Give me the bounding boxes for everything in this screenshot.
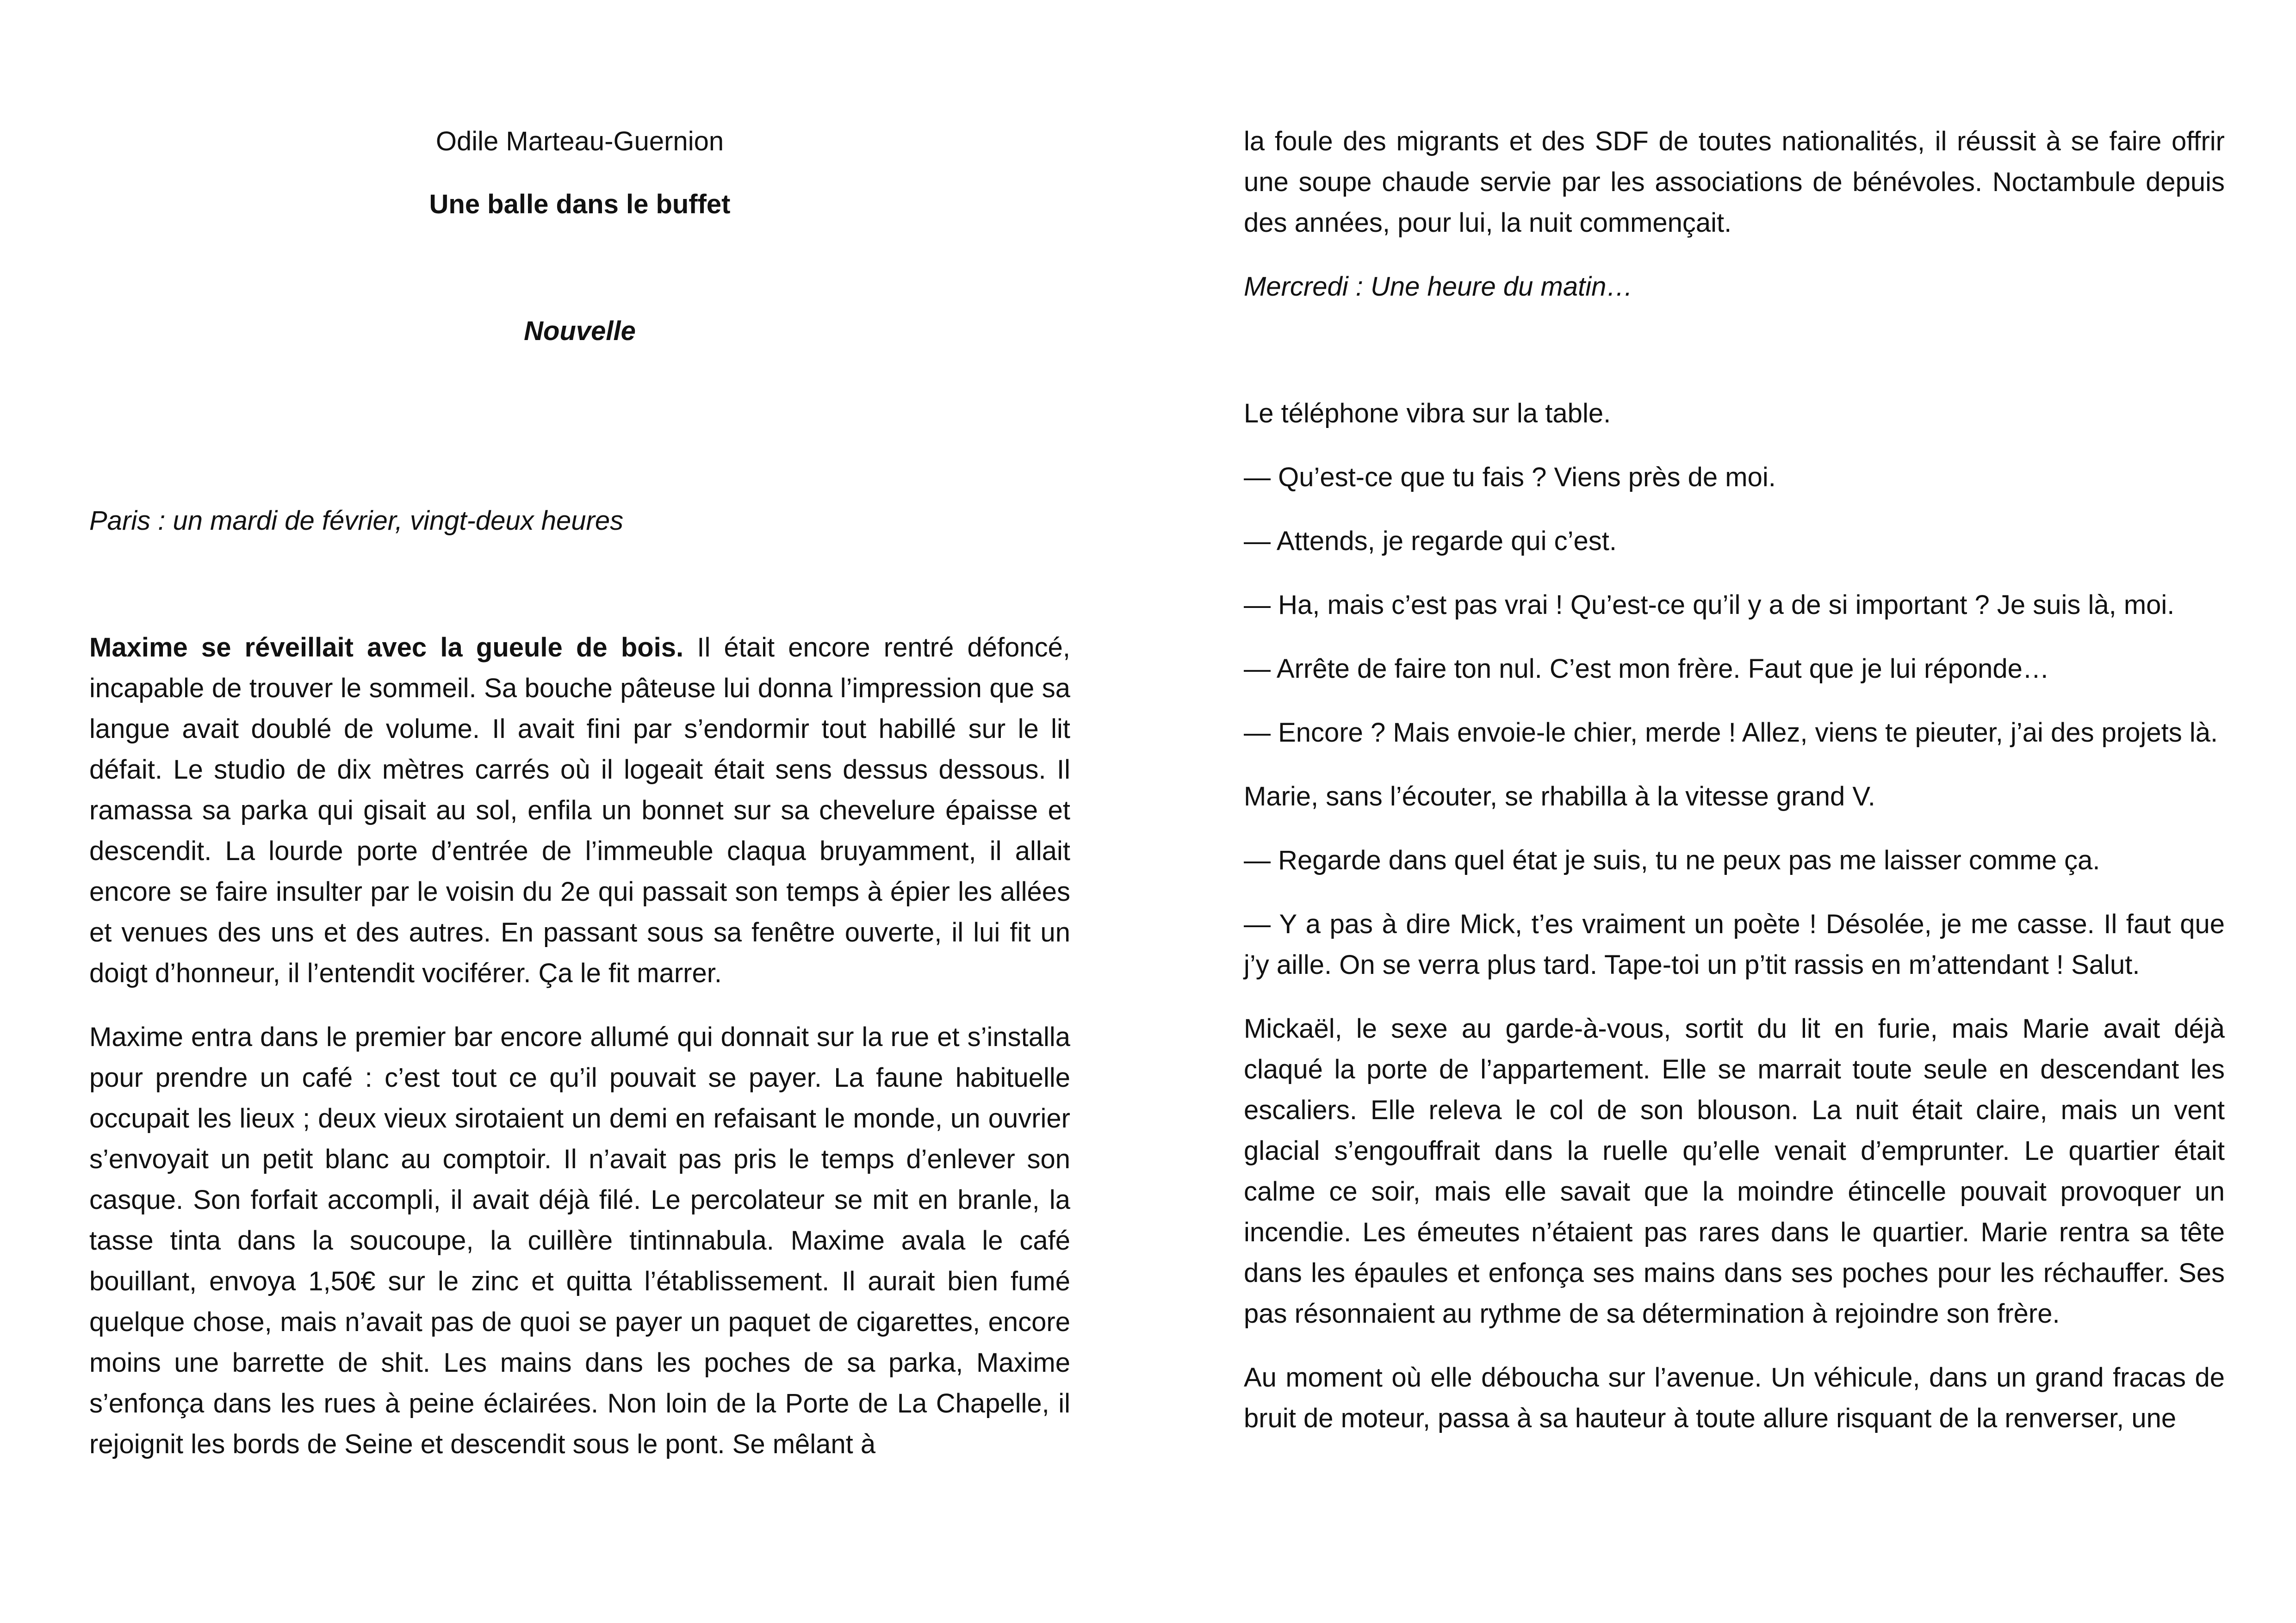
dialogue-line-6: — Regarde dans quel état je suis, tu ne peux pas me laisser comme ça.	[1244, 845, 2100, 875]
author-name: Odile Marteau-Guernion	[435, 126, 724, 156]
left-page-column	[89, 121, 1070, 1488]
paragraph-1	[89, 627, 1070, 994]
right-page-column	[1244, 121, 2225, 1462]
scene-dateline-mercredi: Mercredi : Une heure du matin…	[1244, 272, 1633, 302]
narration-marie: Marie, sans l’écouter, se rhabilla à la vitesse grand V.	[1244, 781, 1875, 812]
dialogue-line-3: — Ha, mais c’est pas vrai ! Qu’est-ce qu’il y a de si important ? Je suis là, moi.	[1244, 590, 2175, 620]
genre-label: Nouvelle	[524, 316, 636, 346]
dialogue-line-4: — Arrête de faire ton nul. C’est mon frère. Faut que je lui réponde…	[1244, 654, 2049, 684]
dialogue-line-1: — Qu’est-ce que tu fais ? Viens près de moi.	[1244, 462, 1776, 492]
scene-dateline-paris: Paris : un mardi de février, vingt-deux heures	[89, 506, 624, 536]
paragraph-mickael: Mickaël, le sexe au garde-à-vous, sortit du lit en furie, mais Marie avait déjà claqué la porte de l’appartement. Elle se marrait toute seule en descendant les escaliers. Elle releva le col de son blouson. La nuit était claire, mais un vent glacial s’engouffrait dans la ruelle qu’elle venait d’emprunter. Le quartier était calme ce soir, mais elle savait que la moindre étincelle pouvait provoquer un incendie. Les émeutes n’étaient pas rares dans le quartier. Marie rentra sa tête dans les épaules et enfonça ses mains dans ses poches pour les réchauffer. Ses pas résonnaient au rythme de sa détermination à rejoindre son frère.	[1244, 1014, 2225, 1329]
paragraph-avenue: Au moment où elle déboucha sur l’avenue. Un véhicule, dans un grand fracas de bruit de moteur, passa à sa hauteur à toute allure risquant de la renverser, une	[1244, 1363, 2225, 1433]
dialogue-line-2: — Attends, je regarde qui c’est.	[1244, 526, 1617, 556]
line-telephone: Le téléphone vibra sur la table.	[1244, 398, 1611, 428]
paragraph-1-body: Il était encore rentré défoncé, incapable de trouver le sommeil. Sa bouche pâteuse lui donna l’impression que sa langue avait doublé de volume. Il avait fini par s’endormir tout habillé sur le lit défait. Le studio de dix mètres carrés où il logeait était sens dessus dessous. Il ramassa sa parka qui gisait au sol, enfila un bonnet sur sa chevelure épaisse et descendit. La lourde porte d’entrée de l’immeuble claqua bruyamment, il allait encore se faire insulter par le voisin du 2e qui passait son temps à épier les allées et venues des uns et des autres. En passant sous sa fenêtre ouverte, il lui fit un doigt d’honneur, il l’entendit vociférer. Ça le fit marrer.	[89, 632, 1070, 988]
story-title: Une balle dans le buffet	[429, 189, 731, 219]
paragraph-2: Maxime entra dans le premier bar encore allumé qui donnait sur la rue et s’installa pour prendre un café : c’est tout ce qu’il pouvait se payer. La faune habituelle occupait les lieux ; deux vieux sirotaient un demi en refaisant le monde, un ouvrier s’envoyait un petit blanc au comptoir. Il n’avait pas pris le temps d’enlever son casque. Son forfait accompli, il avait déjà filé. Le percolateur se mit en branle, la tasse tinta dans la soucoupe, la cuillère tintinnabula. Maxime avala le café bouillant, envoya 1,50€ sur le zinc et quitta l’établissement. Il aurait bien fumé quelque chose, mais n’avait pas de quoi se payer un paquet de cigarettes, encore moins une barrette de shit. Les mains dans les poches de sa parka, Maxime s’enfonça dans les rues à peine éclairées. Non loin de la Porte de La Chapelle, il rejoignit les bords de Seine et descendit sous le pont. Se mêlant à	[89, 1022, 1070, 1459]
paragraph-1-lead: Maxime se réveillait avec la gueule de bois.	[89, 632, 684, 663]
paragraph-continued: la foule des migrants et des SDF de toutes nationalités, il réussit à se faire offrir une soupe chaude servie par les associations de bénévoles. Noctambule depuis des années, pour lui, la nuit commençait.	[1244, 126, 2225, 238]
dialogue-line-7: — Y a pas à dire Mick, t’es vraiment un poète ! Désolée, je me casse. Il faut que j’y aille. On se verra plus tard. Tape-toi un p’tit rassis en m’attendant ! Salut.	[1244, 909, 2225, 980]
dialogue-line-5: — Encore ? Mais envoie-le chier, merde ! Allez, viens te pieuter, j’ai des projets là.	[1244, 718, 2218, 748]
